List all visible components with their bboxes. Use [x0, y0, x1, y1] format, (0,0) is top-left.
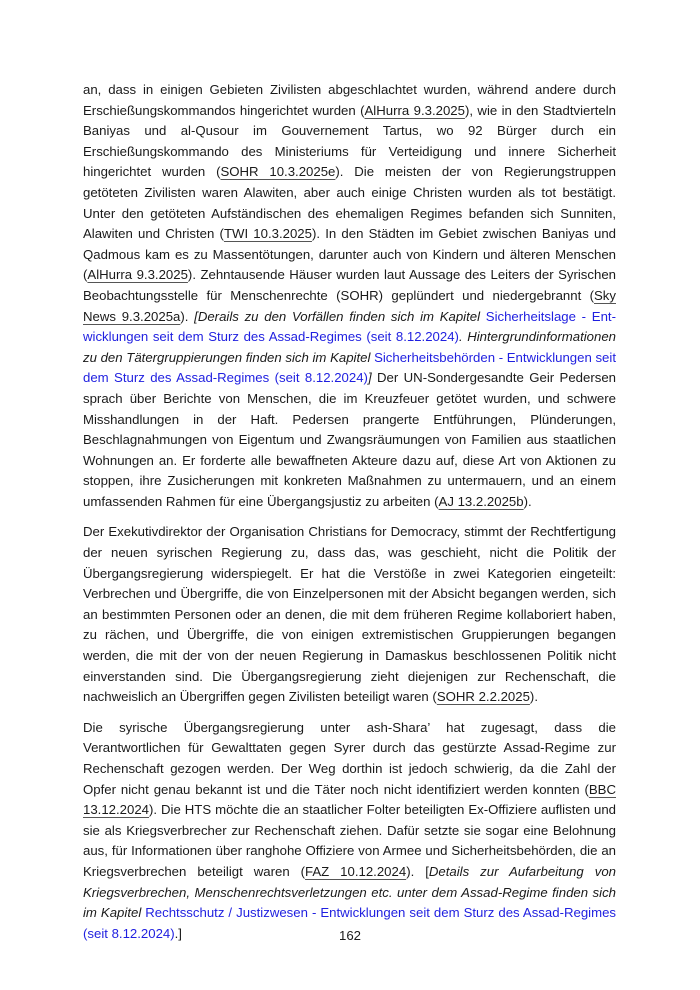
- source-citation-link[interactable]: FAZ 10.12.2024: [305, 863, 407, 879]
- source-citation-link[interactable]: SOHR 2.2.2025: [436, 689, 530, 705]
- source-citation-link[interactable]: Sky News 9.3.2025a: [83, 287, 616, 324]
- body-text: ).: [529, 689, 538, 705]
- source-citation-link[interactable]: AlHurra 9.3.2025: [364, 102, 465, 118]
- paragraph: [83, 80, 616, 512]
- source-citation-link[interactable]: AlHurra 9.3.2025: [87, 267, 188, 283]
- body-text: ). In den Städten im Gebiet zwischen Baniyas und Qadmous kam es zu Massentötungen, darunter auch von Kindern und älteren Menschen (: [83, 226, 616, 283]
- document-body: [83, 80, 616, 954]
- body-text: .]: [174, 925, 182, 941]
- body-text: ). Die meisten der von Regierungstruppen getöteten Zivilisten waren Alawiten, aber auch einige Christen wurden als tot bestätigt. Unter den getöteten Aufständischen des ehemaligen Regimes befanden sich Sunniten, Alawiten und Christen (: [83, 164, 616, 242]
- chapter-link[interactable]: Sicherheitslage - Entwicklungen seit dem Sturz des Assad-Regimes (seit 8.12.2024): [83, 308, 616, 345]
- italic-note-text: [Derails zu den Vorfällen finden sich im Kapitel: [194, 308, 486, 324]
- source-citation-link[interactable]: AJ 13.2.2025b: [438, 493, 524, 509]
- source-citation-link[interactable]: TWI 10.3.2025: [223, 226, 312, 242]
- page-number: 162: [338, 928, 361, 943]
- italic-note-text: . Hintergrundinformationen zu den Tätergruppierungen finden sich im Kapitel: [83, 329, 617, 365]
- paragraph: [83, 522, 616, 707]
- body-text: ).: [180, 308, 195, 324]
- italic-note-text: ]: [367, 370, 372, 386]
- body-text: Der UN-Sondergesandte Geir Pedersen sprach über Berichte von Menschen, die im Kreuzfeuer getötet wurden, und schwere Misshandlungen in der Haft. Pedersen prangerte Entführungen, Plünderungen, Beschlagnahmungen von Eigentum und Zwangsräumungen von Familien aus staatlichen Wohnungen an. Er forderte alle bewaffneten Akteure dazu auf, diese Art von Aktionen zu stoppen, ihre Zusicherungen mit konkreten Maßnahmen zu untermauern, und an einem umfassenden Rahmen für eine Übergangsjustiz zu arbeiten (: [83, 370, 617, 509]
- body-text: ).: [523, 493, 532, 509]
- chapter-link[interactable]: Sicherheitsbehörden - Entwicklungen seit dem Sturz des Assad-Regimes (seit 8.12.2024): [83, 349, 616, 386]
- source-citation-link[interactable]: BBC 13.12.2024: [83, 781, 616, 818]
- body-text: ), wie in den Stadtvierteln Baniyas und al-Qusour im Gouvernement Tartus, wo 92 Bürger durch ein Erschießungskommando des Ministeriums für Verteidigung und innere Sicherheit hingerichtet wurden (: [83, 102, 616, 180]
- body-text: ). Die HTS möchte die an staatlicher Folter beteiligten Ex-Offiziere auflisten und sie als Kriegsverbrecher zur Rechenschaft ziehen. Dafür setzte sie sogar eine Belohnung aus, für Informationen über ranghohe Offiziere von Armee und Sicherheitsbehörden, die an Kriegsverbrechen beteiligt waren (: [83, 802, 616, 879]
- body-text: Die syrische Übergangsregierung unter ash-Shara’ hat zugesagt, dass die Verantwortlichen für Gewalttaten gegen Syrer durch das gestürzte Assad-Regime zur Rechenschaft gezogen werden. Der Weg dorthin ist jedoch schwierig, da die Zahl der Opfer nicht genau bekannt ist und die Täter noch nicht identifiziert werden konnten (: [83, 719, 616, 797]
- paragraph: [83, 718, 616, 945]
- body-text: Der Exekutivdirektor der Organisation Christians for Democracy, stimmt der Rechtfertigung der neuen syrischen Regierung zu, dass das, was geschieht, nicht die Politik der Übergangsregierung widerspiegelt. Er hat die Verstöße in zwei Kategorien eingeteilt: Verbrechen und Übergriffe, die von Einzelpersonen mit der Absicht begangen werden, sich an bestimmten Personen oder an denen, die mit dem früheren Regime kollaboriert haben, zu rächen, und Übergriffe, die von einigen extremistischen Gruppierungen begangen werden, die mit der von der neuen Regierung in Damaskus beschlossenen Politik nicht einverstanden sind. Die Übergangsregierung zieht diejenigen zur Rechenschaft, die nachweislich an Übergriffen gegen Zivilisten beteiligt waren (: [83, 524, 616, 705]
- source-citation-link[interactable]: SOHR 10.3.2025e: [220, 164, 336, 180]
- italic-note-text: Details zur Aufarbeitung von Kriegsverbrechen, Menschenrechtsverletzungen etc. unter dem Assad-Regime finden sich im Kapitel: [83, 863, 616, 921]
- body-text: ). Zehntausende Häuser wurden laut Aussage des Leiters der Syrischen Beobachtungsstelle für Menschenrechte (SOHR) geplündert und niedergebrannt (: [83, 267, 616, 303]
- body-text: an, dass in einigen Gebieten Zivilisten abgeschlachtet wurden, während andere durch Erschießungskommandos hingerichtet wurden (: [83, 82, 616, 118]
- body-text: ). [: [406, 863, 429, 879]
- chapter-link[interactable]: Rechtsschutz / Justizwesen - Entwicklungen seit dem Sturz des Assad-Regimes (seit 8.12.2024): [83, 905, 616, 941]
